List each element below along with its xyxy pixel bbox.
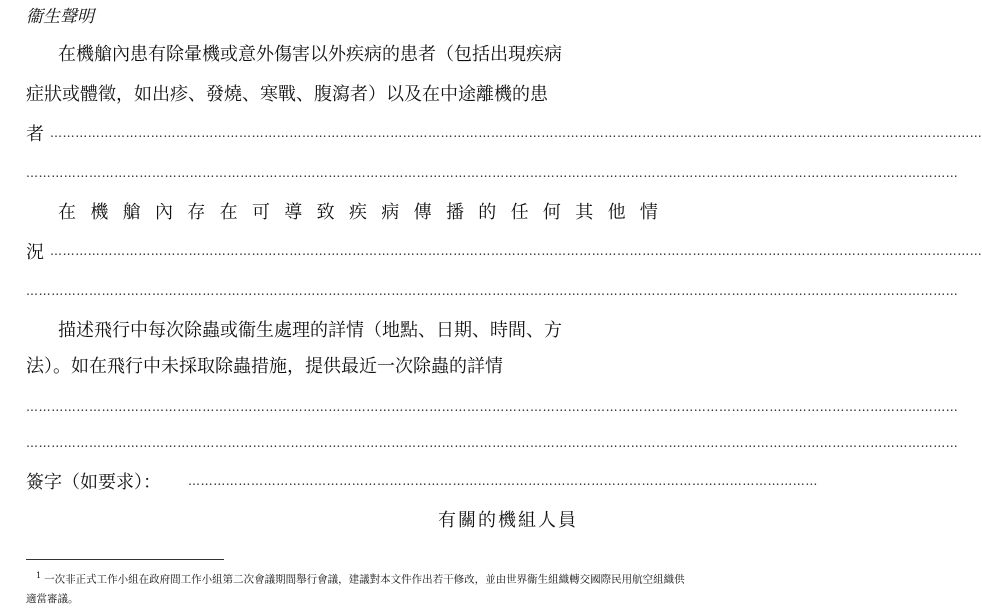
signature-role: 有關的機組人員: [438, 510, 578, 531]
fill-line: ……………………………………………………………………………………………………………………………………………………………………………………………………: [26, 400, 959, 414]
para1-line2: 症狀或體徵，如出疹、發燒、寒戰、腹瀉者）以及在中途離機的患: [26, 84, 548, 105]
footnote-text: 一次非正式工作小組在政府間工作小組第二次會議期間舉行會議，建議對本文件作出若干修改，並由世界衞生組織轉交國際民用航空組織供適當審議。: [26, 573, 685, 605]
para1-line1: 在機艙內患有除暈機或意外傷害以外疾病的患者（包括出現疾病: [58, 44, 562, 65]
fill-line: ……………………………………………………………………………………………………………………………………………………………………………………………………: [26, 166, 959, 180]
signature-fill-line: ……………………………………………………………………………………………………………………………………: [188, 474, 818, 488]
para3-line1: 描述飛行中每次除蟲或衞生處理的詳情（地點、日期、時間、方: [58, 320, 562, 341]
fill-line: ……………………………………………………………………………………………………………………………………………………………………………………………………: [50, 126, 982, 140]
para3-line2: 法）。如在飛行中未採取除蟲措施，提供最近一次除蟲的詳情: [26, 356, 503, 377]
footnote-separator: [26, 559, 224, 560]
footnote-marker: 1: [36, 571, 42, 580]
fill-line: ……………………………………………………………………………………………………………………………………………………………………………………………………: [50, 244, 982, 258]
signature-label: 簽字（如要求）：: [26, 472, 161, 493]
para1-line3-label: 者: [26, 124, 44, 145]
footnote: [26, 566, 686, 609]
declaration-heading: 衞生聲明: [26, 7, 94, 27]
fill-line: ……………………………………………………………………………………………………………………………………………………………………………………………………: [26, 284, 959, 298]
fill-line: ……………………………………………………………………………………………………………………………………………………………………………………………………: [26, 436, 959, 450]
para2-line2-label: 況: [26, 242, 44, 263]
para2-line1: 在 機 艙 內 存 在 可 導 致 疾 病 傳 播 的 任 何 其 他 情: [58, 202, 658, 223]
